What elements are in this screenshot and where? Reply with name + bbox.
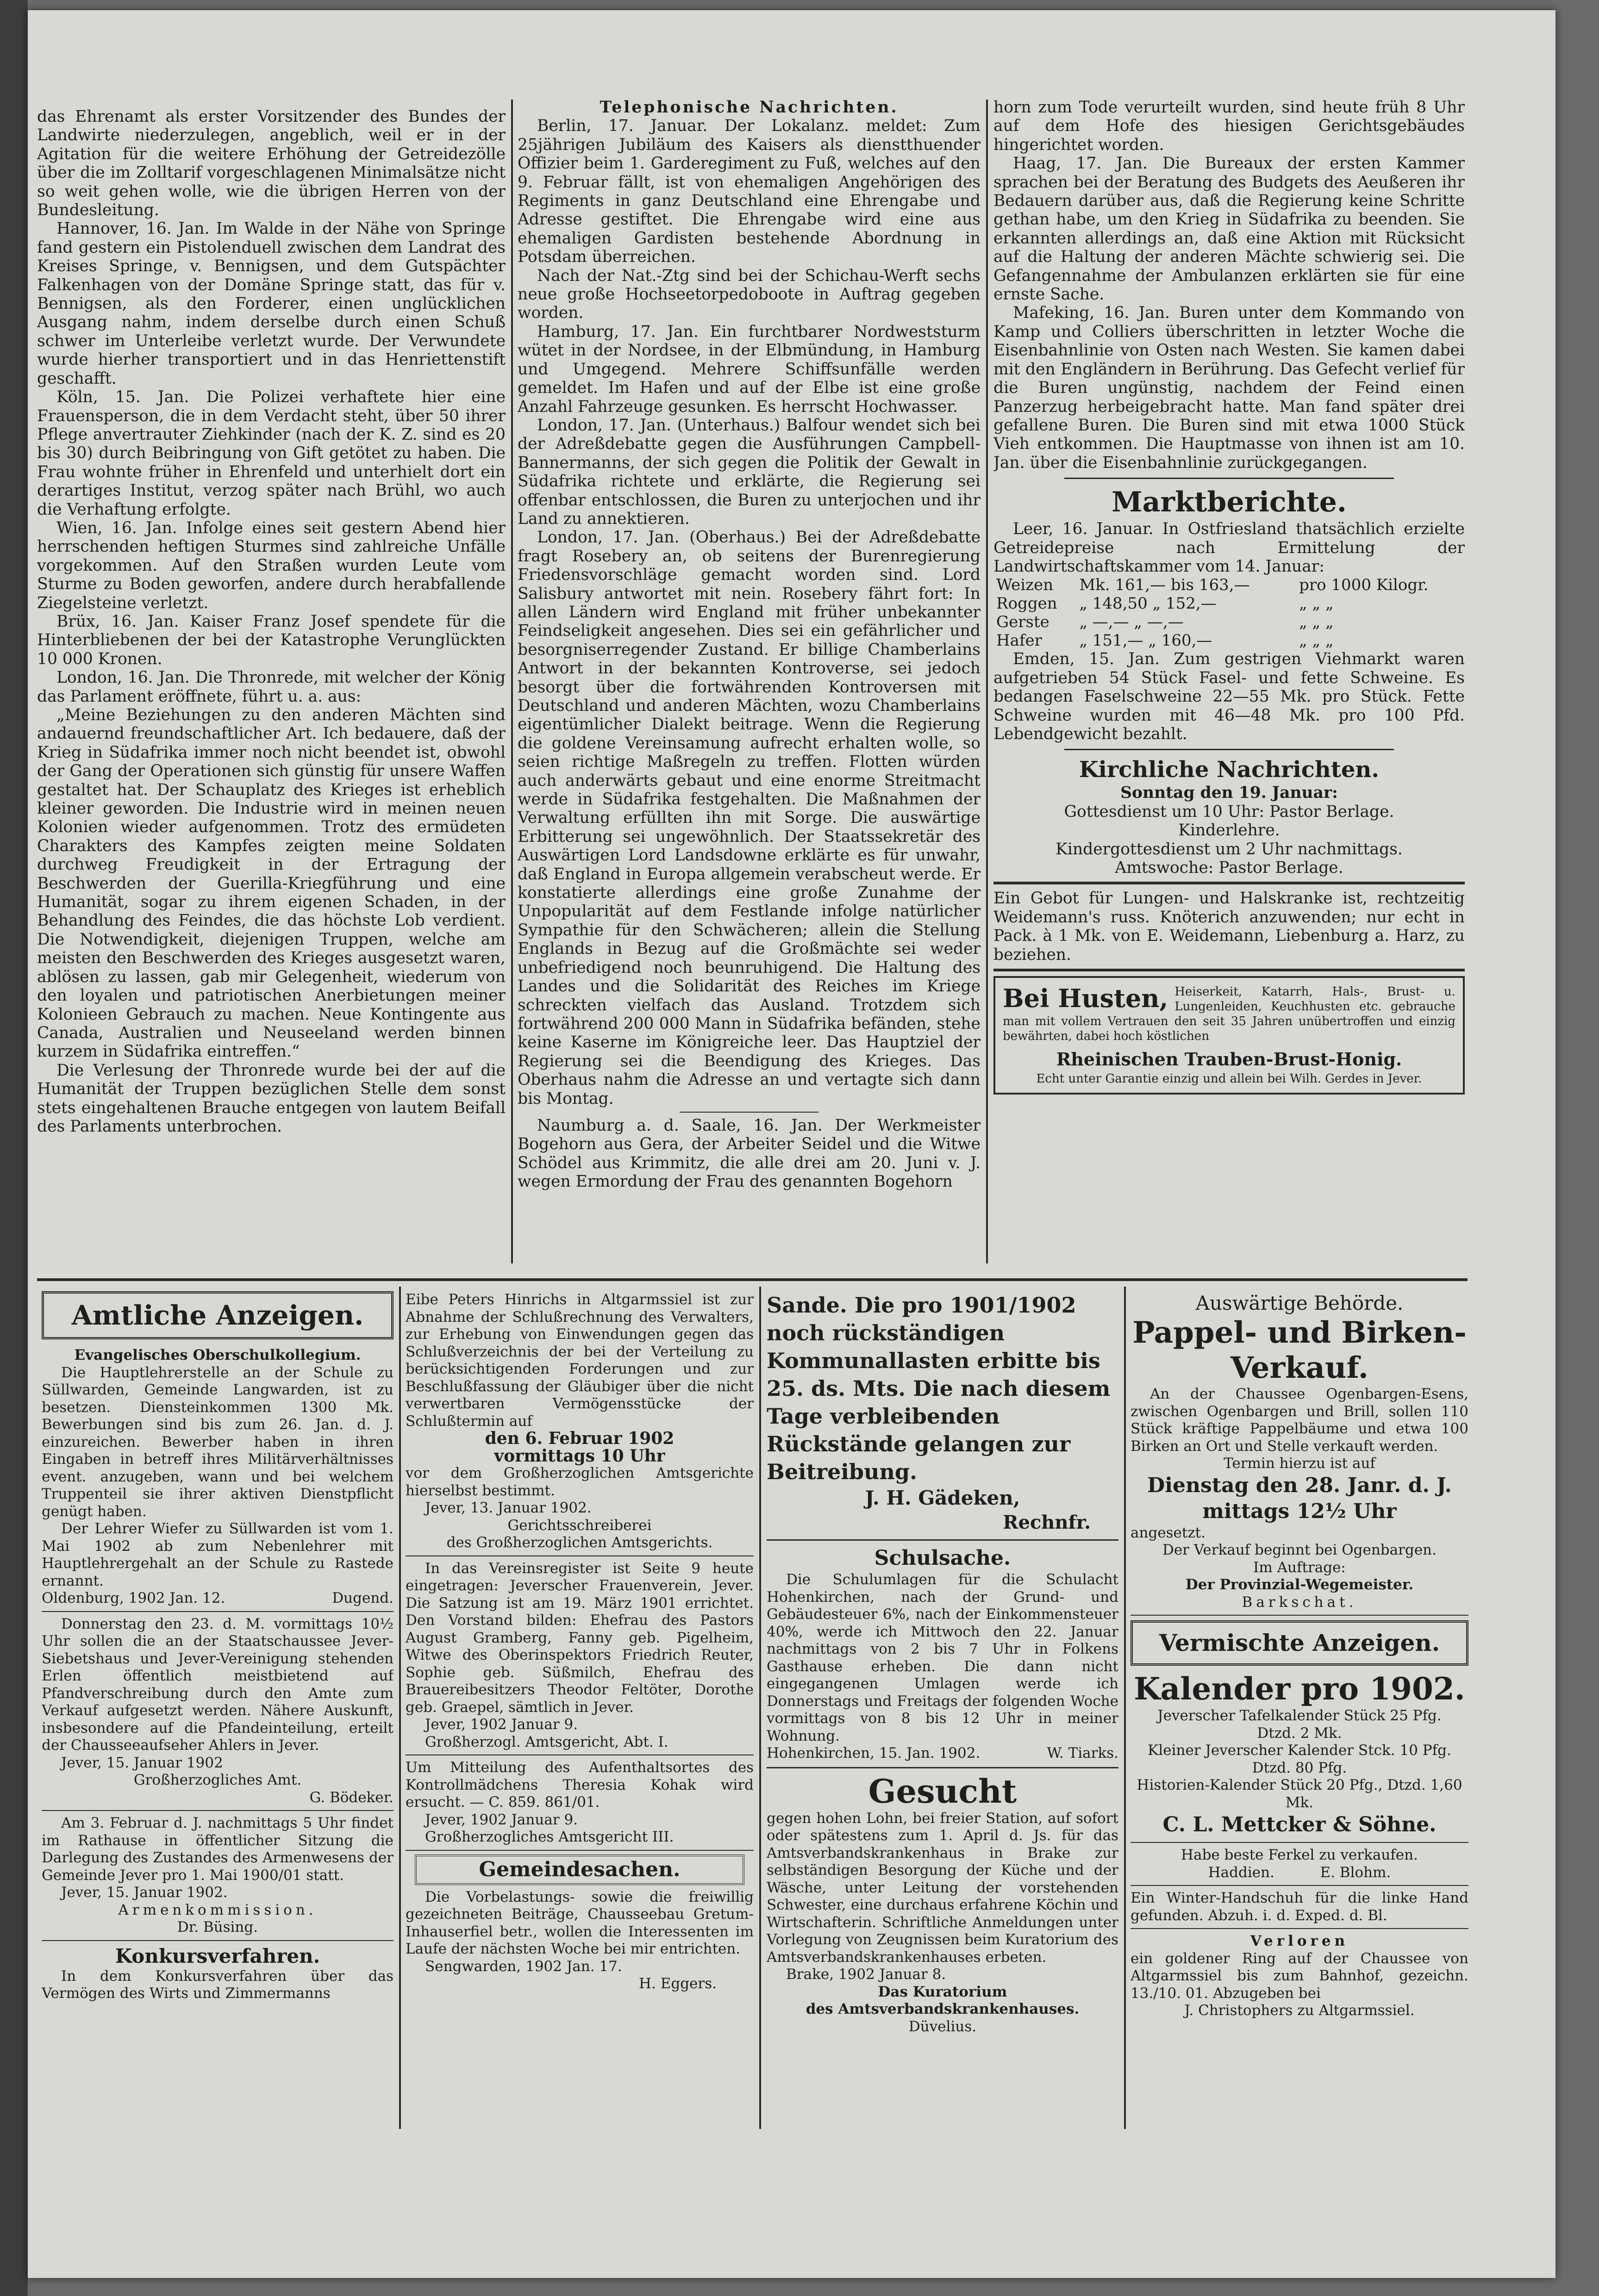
signature-name: J. Christophers zu Altgarmssiel. [1184,2002,1415,2019]
signature-org: Großherzogliches Amt. [133,1772,302,1788]
notice-date: den 6. Februar 1902 [485,1429,675,1448]
signature-org: C. L. Mettcker & Söhne. [1162,1813,1437,1836]
signature-date: Jever, 15. Januar 1902. [61,1884,228,1901]
signature-name: W. Tiarks. [1047,1745,1118,1761]
article-london-unterhaus: London, 17. Jan. (Unterhaus.) Balfour wendet sich bei der Adreßdebatte gegen die Ausführungen Campbell-Bannermanns, der sich gegen die Politik der Gewalt in Südafrika richtete und erklärte, die Regierung sei offenbar entschlossen, die Buren zu unterjochen und ihr Land zu annektieren. [518,416,981,528]
kalender-line: Jeverscher Tafelkalender Stück 25 Pfg. [1157,1707,1442,1724]
misc-ads-title: Vermischte Anzeigen. [1131,1620,1468,1666]
column-divider-b3 [1124,1287,1126,2129]
article-bruex: Brüx, 16. Jan. Kaiser Franz Josef spendete für die Hinterbliebenen der bei der Katastrophe Verunglückten 10 000 Kronen. [37,612,506,668]
signature-date: Jever, 15. Januar 1902 [61,1754,223,1771]
notice-aufenthaltsort: Um Mitteilung des Aufenthaltsortes des Kontrollmädchens Theresia Kohak wird ersucht. — C. 859. 861/01. [406,1759,754,1811]
signature-org: des Großherzoglichen Amtsgerichts. [446,1534,713,1551]
table-row: Gerste „ —,— „ —,— „ „ „ [996,613,1334,632]
ad-husten-title: Bei Husten, [1003,984,1168,1014]
ad-husten-product: Rheinischen Trauben-Brust-Honig. [1056,1049,1402,1070]
church-line: Kinderlehre. [1178,821,1280,840]
table-row: Weizen Mk. 161,— bis 163,— pro 1000 Kilogr. [996,576,1429,595]
signature-date: Jever, 1902 Januar 9. [425,1811,578,1828]
column-divider-b2 [759,1287,761,2129]
column-3 [993,98,1465,1274]
separator [42,1810,394,1811]
verloren-heading: Verloren [1250,1933,1349,1949]
signature-date: Hohenkirchen, 15. Jan. 1902. [767,1745,981,1761]
church-line: Sonntag den 19. Januar: [1120,784,1338,803]
signature-date: Brake, 1902 Januar 8. [786,1966,946,1983]
signature-name: J. H. Gädeken, [865,1487,1020,1509]
telephone-news-heading: Telephonische Nachrichten. [600,98,899,117]
termin-line: Termin hierzu ist auf [1224,1455,1375,1472]
article-hamburg: Hamburg, 17. Jan. Ein furchtbarer Nordweststurm wütet in der Nordsee, in der Elbmündung, in Hamburg und Umgegend. Mehrere Schiffsunfälle werden gemeldet. Im Hafen und auf der Elbe ist eine große Anzahl Fahrzeuge gesunken. Es herrscht Hochwasser. [518,322,981,416]
signature-org: Gerichtsschreiberei [507,1517,652,1534]
verkauf-line: Der Verkauf beginnt bei Ogenbargen. [1162,1542,1437,1558]
konkurs-heading: Konkursverfahren. [115,1944,320,1967]
church-news-heading: Kirchliche Nachrichten. [1079,757,1380,783]
schulsache-heading: Schulsache. [874,1546,1011,1570]
column-2 [518,98,981,1274]
article-hannover: Hannover, 16. Jan. Im Walde in der Nähe von Springe fand gestern ein Pistolenduell zwischen dem Landrat des Kreises Springe, v. Bennigsen, und dem Gutspächter Falkenhagen von der Domäne Springe statt, das für v. Bennigsen, als den Forderer, einen unglücklichen Ausgang nahm, indem derselbe durch einen Schuß schwer im Unterleibe verletzt wurde. Der Verwundete wurde hierher transportiert und in das Henriettenstift geschafft. [37,219,506,388]
church-line: Gottesdienst um 10 Uhr: Pastor Berlage. [1064,802,1394,821]
bottom-column-4 [1131,1291,1468,2138]
column-divider-1 [511,100,513,1263]
article-bund-der-landwirte: das Ehrenamt als erster Vorsitzender des Bundes der Landwirte niederzulegen, angeblich, weil er in der Agitation für die weitere Erhöhung der Getreidezölle über die im Zolltarif vorgeschlagenen Minimalsätze nicht so weit gehen wolle, wie die übrigen Herren von der Bundesleitung. [37,107,506,220]
separator [1131,1928,1468,1929]
article-berlin: Berlin, 17. Januar. Der Lokalanz. meldet: Zum 25jährigen Jubiläum des Kaisers als dienstthuender Offizier beim 1. Garderegiment zu Fuß, welches auf den 9. Februar fällt, ist von ehemaligen Angehörigen des Regiments in ganz Deutschland eine Ehrengabe und Adresse gestiftet. Die Ehrengabe wird eine aus ehemaligen Gardisten bestehende Abordnung in Potsdam überreichen. [518,117,981,267]
separator [1131,1615,1468,1616]
notice-verloren: ein goldener Ring auf der Chaussee von Altgarmssiel bis zum Bahnhof, gezeichn. 13./10. 01. Abzugeben bei [1131,1950,1468,2002]
signature-date: Sengwarden, 1902 Jan. 17. [425,1958,622,1975]
church-line: Amtswoche: Pastor Berlage. [1115,859,1343,877]
notice-hauptlehrerstelle: Die Hauptlehrerstelle an der Schule zu Süllwarden, Gemeinde Langwarden, ist zu besetzen. Diensteinkommen 1300 Mk. Bewerbungen sind bis zum 26. Jan. d. J. einzureichen. Bewerber haben in ihren Eingaben in betreff ihres Militärverhältnisses event. anzugeben, wann und bei welchem Truppenteil sie ihrer aktiven Dienstpflicht genügt haben. [42,1364,394,1520]
signature-name: Barkschat. [1242,1593,1357,1611]
notice-ferkel: Habe beste Ferkel zu verkaufen. [1181,1847,1418,1863]
notice-pappel: An der Chaussee Ogenbargen-Esens, zwischen Ogenbargen und Brill, sollen 110 Stück kräftige Pappelbäume und etwa 100 Birken an Ort und Stelle verkauft werden. [1131,1386,1468,1455]
separator [993,969,1465,971]
signature-org: Der Provinzial-Wegemeister. [1185,1576,1414,1593]
notice-lehrer: Der Lehrer Wiefer zu Süllwarden ist vom 1. Mai 1902 ab zum Nebenlehrer mit Hauptlehrergehalt an der Schule zu Rastede ernannt. [42,1520,394,1589]
termin-date: Dienstag den 28. Janr. d. J. mittags 12½ Uhr [1147,1473,1452,1523]
section-divider [37,1278,1468,1281]
signature-org: Großherzogl. Amtsgericht, Abt. I. [425,1733,668,1750]
separator [1131,1842,1468,1843]
article-naumburg-cont: horn zum Tode verurteilt wurden, sind heute früh 8 Uhr auf dem Hofe des hiesigen Gerichtsgebäudes hingerichtet worden. [993,98,1465,154]
signature-name: Dugend. [332,1590,394,1606]
behoerde-heading: Auswärtige Behörde. [1195,1292,1404,1314]
notice-gesucht: gegen hohen Lohn, bei freier Station, auf sofort oder spätestens zum 1. April d. Js. für das Amtsverbandskrankenhaus in Brake zur selbständigen Besorgung der Küche und der Wäsche, unter Leitung der vorstehenden Schwester, eine durchaus erfahrene Köchin und Wirtschafterin. Schriftliche Anmeldungen unter Vorlegung von Zeugnissen beim Kuratorium des Amtsverbandskrankenhauses erbeten. [767,1810,1118,1966]
auftrag-line: Im Auftrage: [1253,1559,1346,1576]
ad-husten-footer: Echt unter Garantie einzig und allein bei Wilh. Gerdes in Jever. [1036,1072,1422,1086]
ad-gebot: Ein Gebot für Lungen- und Halskranke ist, rechtzeitig Weidemann's russ. Knöterich anzuwenden; nur echt in Pack. à 1 Mk. von E. Weidemann, Liebenburg a. Harz, zu beziehen. [993,889,1465,964]
notice-erlen-verkauf: Donnerstag den 23. d. M. vormittags 10½ Uhr sollen die an der Staatschaussee Jever-Siebetshaus und Jever-Vereinigung stehenden Erlen öffentlich meistbietend auf Pfandverschreibung durch den Amte zum Verkauf aufgesetzt werden. Nähere Auskunft, insbesondere auf die Pfandeinteilung, erteilt der Chausseeaufseher Ahlers in Jever. [42,1615,394,1754]
separator [1064,478,1394,479]
notice-armenwesen: Am 3. Februar d. J. nachmittags 5 Uhr findet im Rathause in öffentlicher Sitzung die Darlegung des Zustandes des Armenwesens der Gemeinde Jever pro 1. Mai 1900/01 statt. [42,1815,394,1884]
signature-line: Haddien. E. Blohm. [1208,1864,1391,1881]
column-1 [37,107,506,1274]
separator [1131,1885,1468,1886]
bottom-column-3 [767,1291,1118,2138]
bottom-column-2 [406,1291,754,2138]
signature-org: Großherzogliches Amtsgericht III. [425,1829,674,1845]
signature-name: Dr. Büsing. [177,1919,258,1935]
kalender-line: Kleiner Jeverscher Kalender Stck. 10 Pfg. [1148,1742,1451,1759]
church-line: Kindergottesdienst um 2 Uhr nachmittags. [1056,840,1403,859]
oberschulkollegium-heading: Evangelisches Oberschulkollegium. [74,1347,361,1363]
article-naumburg: Naumburg a. d. Saale, 16. Jan. Der Werkmeister Bogehorn aus Gera, der Arbeiter Seidel und die Witwe Schödel aus Krimmitz, die alle drei am 20. Juni v. J. wegen Ermordung der Frau des genannten Bogehorn [518,1116,981,1191]
separator [1064,749,1394,750]
signature-org: des Amtsverbandskrankenhauses. [806,2001,1080,2017]
notice-schulumlagen: Die Schulumlagen für die Schulacht Hohenkirchen, nach der Grund- und Gebäudesteuer 6%, nach der Einkommensteuer 40%, werde ich Mittwoch den 22. Januar nachmittags von 2 bis 7 Uhr in Folkens Gasthause erheben. Die dann nicht eingegangenen Umlagen werde ich Donnerstags und Freitags der folgenden Woche vormittags von 8 bis 12 Uhr in meiner Wohnung. [767,1571,1118,1744]
article-koeln: Köln, 15. Jan. Die Polizei verhaftete hier eine Frauensperson, die in dem Verdacht steht, über 50 ihrer Pflege anvertrauter Ziehkinder (nach der K. Z. sind es 20 bis 30) durch Beibringung von Gift getötet zu haben. Die Frau wohnte früher in Ehrenfeld und unterhielt dort ein derartiges Institut, verzog später nach Brühl, wo auch die Verhaftung erfolgte. [37,388,506,519]
column-divider-2 [986,100,988,1263]
notice-gemeindesachen: Die Vorbelastungs- sowie die freiwillig gezeichneten Beiträge, Chausseebau Gretum-Inhauserfiel betr., wollen die Interessenten im Laufe der nächsten Woche bei mir entrichten. [406,1888,754,1957]
table-row: Hafer „ 151,— „ 160,— „ „ „ [996,631,1334,650]
article-london-oberhaus: London, 17. Jan. (Oberhaus.) Bei der Adreßdebatte fragt Rosebery an, ob seitens der Burenregierung Friedensvorschläge gemacht worden sind. Lord Salisbury antwortet mit nein. Rosebery fährt fort: In allen Ländern wird England mit früher unbekannter Feindseligkeit angesehen. Dies sei ein gefährlicher und besorgniserregender Zustand. Er billige Chamberlains Antwort in der bekannten Kontroverse, sei jedoch besorgt über die fortwährenden Kontroversen mit Deutschland und anderen Mächten, wozu Chamberlains eigentümlicher Dialekt beitrage. Wenn die Regierung die goldene Vereinsamung aufrecht erhalten wolle, so seien richtige Maßregeln zu treffen. Flotten würden auch anderwärts gebaut und eine enorme Streitmacht werde in Südafrika festgehalten. Die Maßnahmen der Verwaltung erfüllten ihn mit Sorge. Die auswärtige Erbitterung sei ungewöhnlich. Der Staatssekretär des Auswärtigen Lord Landsdowne erklärte es für unwahr, daß England in Europa allgemein verabscheut werde. Er konstatierte allerdings eine große Zunahme der Unpopularität auf dem Festlande infolge natürlicher Sympathie für den Schwächeren; allein die Stellung Englands in Bezug auf die Großmächte sei weder unbefriedigend noch beunruhigend. Die Haltung des Landes und die Solidarität des Reiches im Kriege schreckten vielfach das Ausland. Trotzdem sich fortwährend 200 000 Mann in Südafrika befänden, stehe keine Kaserne im Königreiche leer. Das Hauptziel der Regierung sei die Beendigung des Krieges. Das Oberhaus nahm die Adresse an und vertagte sich dann bis Montag. [518,528,981,1108]
gesucht-heading: Gesucht [868,1772,1017,1811]
bottom-column-1 [42,1291,394,2138]
grain-price-table [993,576,1465,650]
signature-name: G. Bödeker. [309,1789,394,1806]
signature-name: H. Eggers. [639,1975,717,1992]
book-spine [0,0,28,2296]
ad-bei-husten [993,976,1465,1095]
gemeindesachen-heading: Gemeindesachen. [415,1854,744,1885]
signature-line [767,1745,1118,1762]
termin-line: angesetzt. [1131,1524,1205,1541]
market-leer: Leer, 16. Januar. In Ostfriesland thatsächlich erzielte Getreidepreise nach Ermittelung der Landwirtschaftskammer vom 14. Januar: [993,520,1465,576]
signature-org: Armenkommission. [118,1901,317,1918]
signature-date: Jever, 1902 Januar 9. [425,1716,578,1733]
signature-org: Das Kuratorium [878,1983,1007,2000]
signature-date: Jever, 13. Januar 1902. [425,1500,592,1516]
separator [406,1850,754,1851]
article-thronrede-beifall: Die Verlesung der Thronrede wurde bei der auf die Humanität der Truppen bezüglichen Stelle dem sonst stets eingehaltenen Brauche entgegen von lautem Beifall des Parlaments unterbrochen. [37,1061,506,1136]
signature-line [42,1590,394,1607]
signature-title: Rechnfr. [1003,1512,1091,1533]
separator [993,882,1465,884]
article-mafeking: Mafeking, 16. Jan. Buren unter dem Kommando von Kamp und Colliers überschritten in letzter Woche die Eisenbahnlinie von Osten nach Westen. Sie kamen dabei mit den Engländern in Berührung. Das Gefecht verlief für die Buren ungünstig, nachdem der Feind einen Panzerzug herbeigebracht hatte. Man fand später drei gefallene Buren. Die Buren sind mit etwa 1000 Stück Vieh entkommen. Die Hauptmasse von ihnen ist am 10. Jan. über die Eisenbahnlinie zurückgegangen. [993,304,1465,472]
notice-time: vormittags 10 Uhr [494,1446,665,1466]
pappel-heading: Pappel- und Birken-Verkauf. [1132,1315,1467,1385]
notice-konkurs: In dem Konkursverfahren über das Vermögen des Wirts und Zimmermanns [42,1967,394,2002]
market-emden: Emden, 15. Jan. Zum gestrigen Viehmarkt waren aufgetrieben 54 Stück Fasel- und fette Schweine. Es bedangen Faselschweine 22—55 Mk. pro Stück. Fette Schweine wurden mit 46—48 Mk. pro 100 Pfd. Lebendgewicht bezahlt. [993,650,1465,743]
official-notices-title: Amtliche Anzeigen. [42,1291,394,1339]
article-london-thronrede: London, 16. Jan. Die Thronrede, mit welcher der König das Parlament eröffnete, führt u. a. aus: [37,668,506,706]
kalender-heading: Kalender pro 1902. [1134,1671,1465,1707]
article-haag: Haag, 17. Jan. Die Bureaux der ersten Kammer sprachen bei der Beratung des Budgets des Aeußeren ihr Bedauern darüber aus, daß die Regierung keine Schritte gethan habe, um den Krieg in Südafrika zu beenden. Sie erkannten allerdings an, daß eine Aktion mit Rücksicht auf die Haltung der anderen Mächte schwierig sei. Die Gefangennahme der Ambulanzen erklärten sie für eine ernste Sache. [993,154,1465,304]
article-schichau: Nach der Nat.-Ztg sind bei der Schichau-Werft sechs neue große Hochseetorpedoboote in Auftrag gegeben worden. [518,266,981,323]
separator [767,1767,1118,1768]
signature-place: Oldenburg, 1902 Jan. 12. [42,1590,225,1606]
notice-schlusstermin-end: vor dem Großherzoglichen Amtsgerichte hierselbst bestimmt. [406,1465,754,1499]
kalender-line: Dtzd. 80 Pfg. [1252,1759,1347,1776]
separator [767,1539,1118,1541]
separator [680,1112,818,1113]
separator [42,1611,394,1612]
article-thronrede-quote: „Meine Beziehungen zu den anderen Mächten sind andauernd freundschaftlicher Art. Ich bedauere, daß der Krieg in Südafrika immer noch nicht beendet ist, obwohl der Gang der Operationen sich günstig für unsere Waffen gestaltet hat. Der Schauplatz des Krieges ist erheblich kleiner geworden. Die Industrie wird in meinen neuen Kolonien wieder aufgenommen. Trotz des ermüdeten Charakters des Kampfes zeigten meine Soldaten durchweg Freudigkeit in der Ertragung der Beschwerden der Guerilla-Kriegführung und eine Humanität, sogar zu ihrem eigenen Schaden, in der Behandlung des Feindes, die das höchste Lob verdient. Die Notwendigkeit, diejenigen Truppen, welche am meisten den Beschwerden des Krieges ausgesetzt waren, ablösen zu lassen, gab mir Gelegenheit, wiederum von den loyalen und patriotischen Anerbietungen meiner Kolonieen Gebrauch zu machen. Neue Kontingente aus Canada, Australien und Neuseeland werden binnen kurzem in Südafrika eintreffen.“ [37,706,506,1061]
kalender-line: Historien-Kalender Stück 20 Pfg., Dtzd. 1,60 Mk. [1137,1777,1462,1811]
separator [42,1940,394,1941]
ad-husten-text: Heiserkeit, Katarrh, Hals-, Brust- u. Lungenleiden, Keuchhusten etc. gebrauche man mit vollem Vertrauen den seit 35 Jahren unübertroffen und einzig bewährten, dabei hoch köstlichen [1003,985,1455,1044]
signature-name: Düvelius. [908,2018,977,2035]
notice-schlusstermin: Eibe Peters Hinrichs in Altgarmssiel ist zur Abnahme der Schlußrechnung des Verwalters, zur Erhebung von Einwendungen gegen das Schlußverzeichnis der bei der Verteilung zu berücksichtigenden Forderungen und zur Beschlußfassung der Gläubiger über die nicht verwertbaren Vermögensstücke der Schlußtermin auf [406,1291,754,1430]
notice-handschuh: Ein Winter-Handschuh für die linke Hand gefunden. Abzuh. i. d. Exped. d. Bl. [1131,1890,1468,1924]
table-row: Roggen „ 148,50 „ 152,— „ „ „ [996,594,1334,613]
article-wien: Wien, 16. Jan. Infolge eines seit gestern Abend hier herrschenden heftigen Sturmes sind zahlreiche Unfälle vorgekommen. Auf den Straßen wurden Leute vom Sturme zu Boden geworfen, andere durch herabfallende Ziegelsteine verletzt. [37,518,506,612]
column-divider-b1 [399,1287,401,2129]
notice-sande: Sande. Die pro 1901/1902 noch rückständigen Kommunallasten erbitte bis 25. ds. Mts. Die nach diesem Tage verbleibenden Rückstände gelangen zur Beitreibung. [767,1293,1111,1484]
notice-vereinsregister: In das Vereinsregister ist Seite 9 heute eingetragen: Jeverscher Frauenverein, Jever. Die Satzung ist am 19. März 1901 errichtet. Den Vorstand bilden: Ehefrau des Pastors August Gramberg, Fanny geb. Pigelheim, Witwe des Oberinspektors Friedrich Reuter, Sophie geb. Süßmilch, Ehefrau des Brauereibesitzers Theodor Feltöter, Dorothe geb. Graepel, sämtlich in Jever. [406,1560,754,1716]
kalender-line: Dtzd. 2 Mk. [1257,1724,1342,1742]
market-reports-heading: Marktberichte. [1112,486,1347,519]
